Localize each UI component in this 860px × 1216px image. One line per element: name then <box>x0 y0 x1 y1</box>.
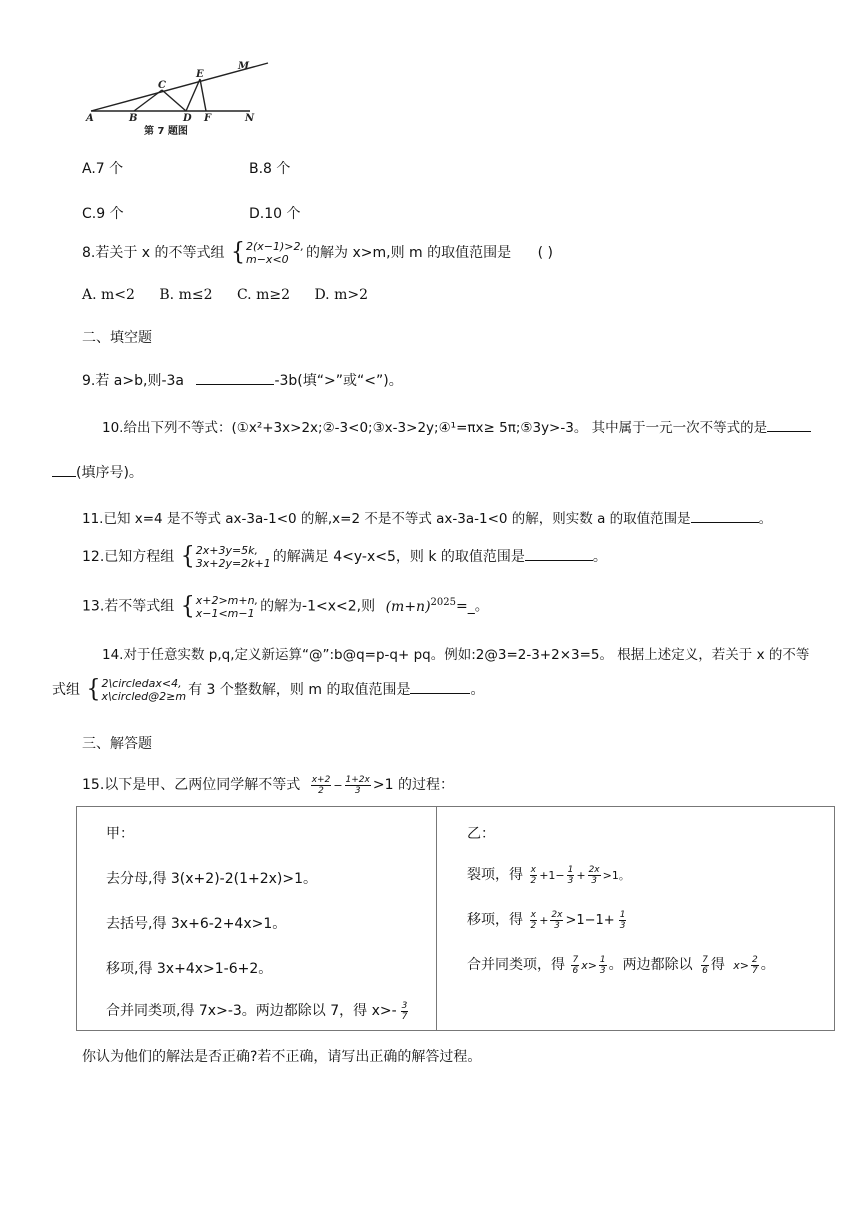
point-label-d: D <box>183 113 192 124</box>
question-8 <box>82 238 553 268</box>
point-label-e: E <box>196 69 204 80</box>
q15-fraction-2: $\frac{1+2x}{3}$ <box>345 774 370 796</box>
q15-prefix: 15.以下是甲、乙两位同学解不等式 <box>82 777 301 793</box>
q8-system: { 2(x−1)>2, m−x<0 <box>231 238 305 267</box>
q10-line1: 10.给出下列不等式：(①x²+3x>2x;②-3<0;③x-3>2y;④¹=πx≥ 5π;⑤3y>-3。 其中属于一元一次不等式的是 <box>102 420 768 436</box>
jia-step-3: 移项,得 3x+4x>1-6+2。 <box>106 961 273 977</box>
question-12 <box>82 542 607 572</box>
section-heading-solve: 三、解答题 <box>82 736 152 752</box>
q8-answer-paren: ( ) <box>537 245 553 261</box>
question-10 <box>102 416 811 436</box>
q8-system-row2: m−x<0 <box>246 253 289 266</box>
q10-answer-blank-cont <box>52 463 76 477</box>
q8-system-row1: 2(x−1)>2, <box>246 240 305 253</box>
jia-solution-cell <box>77 807 437 1031</box>
q9-suffix: -3b(填“>”或“<”)。 <box>274 373 403 389</box>
q9-prefix: 9.若 a>b,则-3a <box>82 373 184 389</box>
q10-answer-blank <box>767 418 811 432</box>
segment-ef <box>200 79 206 111</box>
point-label-c: C <box>158 80 166 91</box>
jia-step4-fraction: $\frac{3}{7}$ <box>401 1000 408 1022</box>
q12-system: { 2x+3y=5k, 3x+2y=2k+1 <box>180 542 271 571</box>
yi-step-2: 移项，得 $\frac{x}{2}$ + $\frac{2x}{3}$ >1−1+ $\frac{1}{3}$ <box>467 909 626 931</box>
q13-system-row2: x−1<m−1 <box>195 606 255 620</box>
point-label-f: F <box>204 113 212 124</box>
q12-answer-blank <box>525 547 593 561</box>
jia-title: 甲： <box>106 826 134 842</box>
q15-suffix: >1 的过程： <box>372 777 454 793</box>
q12-system-row1: 2x+3y=5k, <box>195 544 259 557</box>
point-label-a: A <box>86 113 94 124</box>
section-heading-fill-blank: 二、填空题 <box>82 330 152 346</box>
q8-option-c: C. m≥2 <box>236 287 290 303</box>
q8-suffix: 的解为 x>m,则 m 的取值范围是 <box>306 245 512 261</box>
q10-line2: (填序号)。 <box>76 465 143 481</box>
q12-system-row2: 3x+2y=2k+1 <box>195 557 271 570</box>
segment-bc <box>134 90 162 111</box>
point-label-b: B <box>129 113 138 124</box>
q9-answer-blank <box>196 371 274 385</box>
q13-exponent: 2025 <box>430 597 456 608</box>
q13-prefix: 13.若不等式组 <box>82 598 175 615</box>
solution-comparison-table <box>76 806 835 1031</box>
yi-step-1: 裂项，得 $\frac{x}{2}$ +1− $\frac{1}{3}$ + $\frac{2x}{3}$ >1。 <box>467 864 630 886</box>
q14-system: { 2\circledax<4, x\circled@2≥m <box>86 675 187 704</box>
point-label-m: M <box>238 61 250 72</box>
q8-options <box>82 287 368 303</box>
q12-end: 。 <box>592 549 607 565</box>
question-14: 14.对于任意实数 p,q,定义新运算“@”:b@q=p-q+ pq。例如:2@3=2-3+2×3=5。 根据上述定义，若关于 x 的不等 <box>102 647 810 663</box>
q8-option-d: D. m>2 <box>314 287 368 303</box>
question-14-cont <box>52 675 484 705</box>
q8-option-b: B. m≤2 <box>159 287 213 303</box>
q12-suffix: 的解满足 4<y-x<5，则 k 的取值范围是 <box>272 549 525 565</box>
q11-end: 。 <box>758 511 773 527</box>
q7-option-d: D.10 个 <box>249 206 301 222</box>
question-15 <box>82 770 454 801</box>
q15-question: 你认为他们的解法是否正确?若不正确，请写出正确的解答过程。 <box>82 1049 482 1065</box>
question-10-cont <box>52 462 143 482</box>
q14-system-row1: 2\circledax<4, <box>101 677 182 690</box>
q13-suffix: 的解为-1<x<2,则 <box>260 598 376 615</box>
q8-option-a: A. m<2 <box>82 287 135 303</box>
q8-prefix: 8.若关于 x 的不等式组 <box>82 245 225 261</box>
jia-step-2: 去括号,得 3x+6-2+4x>1。 <box>106 916 287 932</box>
q11-answer-blank <box>691 509 759 523</box>
q13-system-row1: x+2>m+n, <box>195 593 259 607</box>
question-11 <box>82 507 772 527</box>
q7-option-b: B.8 个 <box>249 161 291 177</box>
q13-system: { x+2>m+n, x−1<m−1 <box>180 592 259 620</box>
q14-end: 。 <box>470 682 485 698</box>
point-label-n: N <box>245 113 255 124</box>
q7-option-a: A.7 个 <box>82 161 124 177</box>
yi-step-3: 合并同类项，得 $\frac{7}{6}$ x> $\frac{1}{3}$ 。两边都除以 $\frac{7}{6}$ 得 x> $\frac{2}{7}$ 。 <box>467 954 775 976</box>
question-13 <box>82 588 489 622</box>
q12-prefix: 12.已知方程组 <box>82 549 175 565</box>
q14-system-row2: x\circled@2≥m <box>101 690 187 703</box>
q14-suffix: 有 3 个整数解，则 m 的取值范围是 <box>188 682 411 698</box>
yi-title: 乙： <box>467 826 495 842</box>
q11-text: 11.已知 x=4 是不等式 ax-3a-1<0 的解,x=2 不是不等式 ax-3a-1<0 的解，则实数 a 的取值范围是 <box>82 511 691 527</box>
jia-step-4: 合并同类项,得 7x>-3。两边都除以 7，得 x>- $\frac{3}{7}$ <box>106 1000 408 1022</box>
jia-step-1: 去分母,得 3(x+2)-2(1+2x)>1。 <box>106 871 318 887</box>
figure-caption: 第 7 题图 <box>144 126 188 137</box>
geometry-figure-7 <box>82 55 272 140</box>
q15-fraction-1: $\frac{x+2}{2}$ <box>311 774 331 796</box>
q7-option-c: C.9 个 <box>82 206 124 222</box>
question-9 <box>82 370 403 390</box>
q13-expression: (m+n) <box>385 598 431 615</box>
q15-minus: − <box>333 779 343 792</box>
q13-end: =_。 <box>455 598 489 615</box>
q14-answer-blank <box>410 680 470 694</box>
segment-cd <box>162 90 186 111</box>
yi-solution-cell <box>437 807 835 1031</box>
q14-prefix: 式组 <box>52 682 80 698</box>
